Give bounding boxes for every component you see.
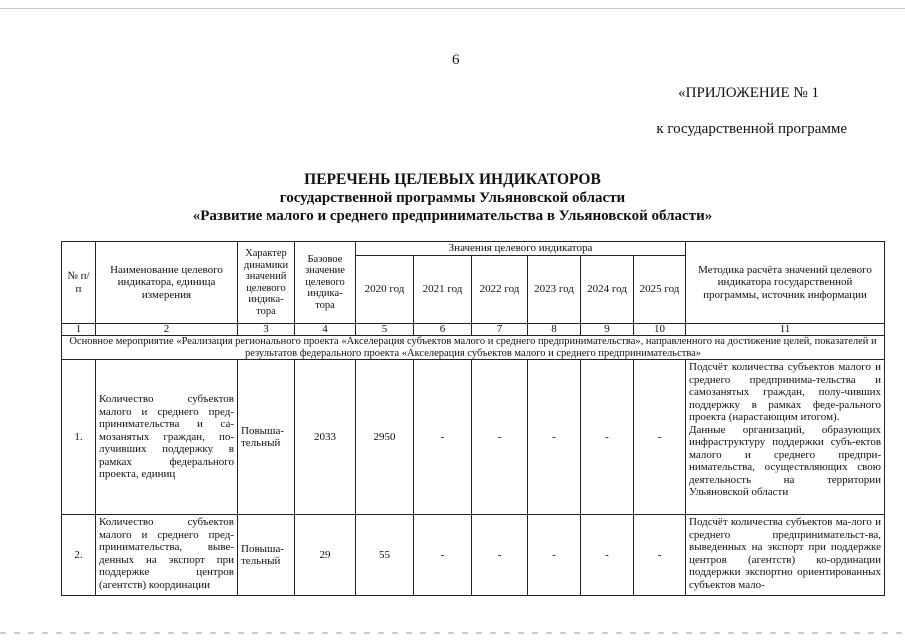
indicators-table — [61, 241, 885, 596]
row-name — [96, 515, 238, 596]
column-number: 8 — [528, 324, 581, 336]
document-subtitle-1: государственной программы Ульяновской области — [279, 190, 626, 206]
row-value-2023: - — [528, 360, 581, 515]
row-value-2024: - — [581, 515, 634, 596]
header-year-2021: 2021 год — [414, 256, 472, 324]
row-name-text: Количество субъектов малого и среднего пред-принимательства, выве-денных на экспорт при поддержке центров (агентств) координации — [99, 516, 234, 591]
document-subtitle-2: «Развитие малого и среднего предпринимательства в Ульяновской области» — [192, 208, 713, 224]
column-number: 3 — [238, 324, 295, 336]
row-value-2021: - — [414, 515, 472, 596]
column-number: 6 — [414, 324, 472, 336]
row-method-calc: Подсчёт количества субъектов малого и среднего предпринима-тельства и самозанятых граждан, полу-чивших поддержку в рамках феде-рального проекта (нарастающим итогом). — [689, 361, 882, 423]
header-name: Наименование целевого индикатора, единица измерения — [96, 242, 238, 324]
header-method: Методика расчёта значений целевого индикатора государственной программы, источник информации — [686, 242, 885, 324]
header-year-2020: 2020 год — [356, 256, 414, 324]
column-number: 5 — [356, 324, 414, 336]
row-method-text: Подсчёт количества субъектов ма-лого и среднего предпринимательст-ва, выведенных на экспорт при поддержке центров (агентств) ко-ординации поддержки экспортно ориентированных субъектов мало- — [689, 516, 882, 591]
row-num: 1. — [62, 360, 96, 515]
scan-edge-bottom — [0, 632, 905, 634]
row-value-2020: 55 — [356, 515, 414, 596]
row-character: Повыша-тельный — [238, 515, 295, 596]
row-name: Количество субъектов малого и среднего пред-принимательства и са-мозанятых граждан, по-лучивших поддержку в рамках федерального проекта, единиц — [96, 360, 238, 515]
row-character: Повыша-тельный — [238, 360, 295, 515]
row-base: 29 — [295, 515, 356, 596]
row-method — [686, 360, 885, 515]
scan-edge-top — [0, 8, 905, 9]
header-year-2024: 2024 год — [581, 256, 634, 324]
row-value-2023: - — [528, 515, 581, 596]
column-number: 2 — [96, 324, 238, 336]
header-values-group: Значения целевого индикатора — [356, 242, 686, 256]
column-number: 10 — [634, 324, 686, 336]
row-value-2020: 2950 — [356, 360, 414, 515]
header-base: Базовое значение целевого индика-тора — [295, 242, 356, 324]
table-row — [62, 360, 885, 515]
row-value-2021: - — [414, 360, 472, 515]
column-number-row — [62, 324, 885, 336]
header-year-2023: 2023 год — [528, 256, 581, 324]
header-character: Характер динамики значений целевого индика-тора — [238, 242, 295, 324]
column-number: 4 — [295, 324, 356, 336]
column-number: 9 — [581, 324, 634, 336]
column-number: 7 — [472, 324, 528, 336]
column-number: 11 — [686, 324, 885, 336]
row-method-source: Данные организаций, образующих инфраструктуру поддержки субъ-ектов малого и среднего предпри-нимательства, осуществляющих свою деятельность на территории Ульяновской области — [689, 423, 882, 498]
row-value-2022: - — [472, 360, 528, 515]
section-row — [62, 336, 885, 360]
header-year-2025: 2025 год — [634, 256, 686, 324]
header-year-2022: 2022 год — [472, 256, 528, 324]
row-method — [686, 515, 885, 596]
table-row — [62, 515, 885, 596]
column-number: 1 — [62, 324, 96, 336]
page-number: 6 — [452, 52, 460, 68]
section-title: Основное мероприятие «Реализация регионального проекта «Акселерация субъектов малого и среднего предпринимательства», направленного на достижение целей, показателей и результатов федерального проекта «Акселерация субъектов малого и среднего предпринимательства» — [62, 336, 885, 360]
row-value-2022: - — [472, 515, 528, 596]
appendix-label: «ПРИЛОЖЕНИЕ № 1 — [678, 85, 819, 101]
document-title: ПЕРЕЧЕНЬ ЦЕЛЕВЫХ ИНДИКАТОРОВ — [304, 171, 601, 188]
row-num: 2. — [62, 515, 96, 596]
header-num: № п/п — [62, 242, 96, 324]
row-base: 2033 — [295, 360, 356, 515]
row-value-2024: - — [581, 360, 634, 515]
row-value-2025: - — [634, 515, 686, 596]
row-value-2025: - — [634, 360, 686, 515]
appendix-subtitle: к государственной программе — [656, 121, 847, 137]
